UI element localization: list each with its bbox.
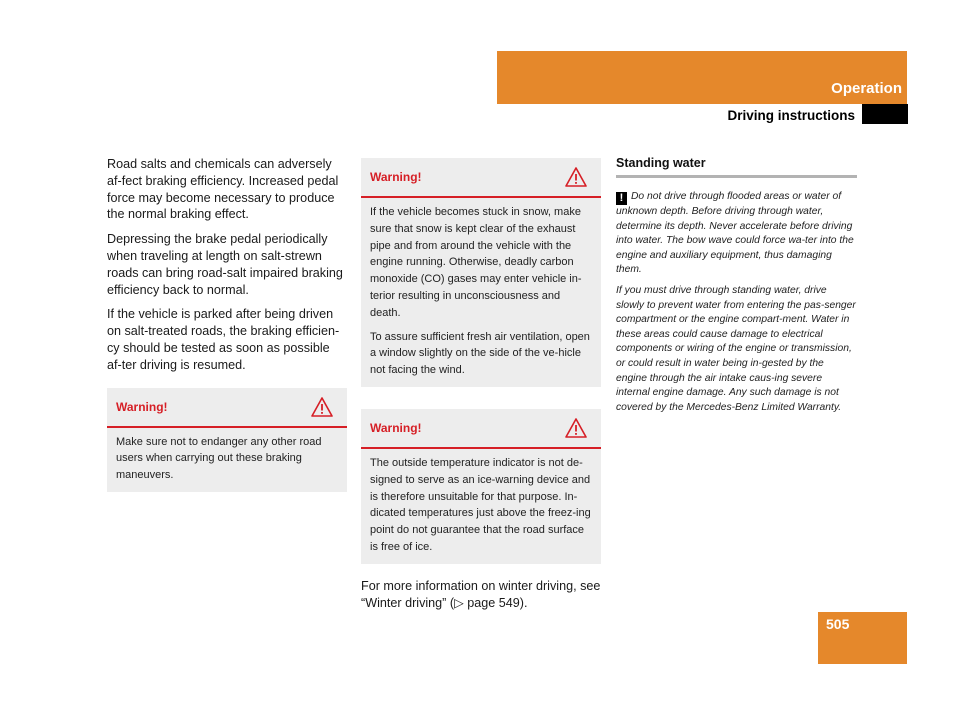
column-right	[616, 156, 857, 421]
paragraph: If the vehicle is parked after being driven on salt-treated roads, the braking efficien-cy should be tested as soon as possible af-ter driving is resumed.	[107, 307, 340, 372]
warning-triangle-icon	[565, 418, 587, 438]
warning-label: Warning!	[370, 170, 422, 184]
warning-box	[361, 158, 601, 387]
note-text: Do not drive through flooded areas or water of unknown depth. Before driving through water, determine its depth. Never accelerate before driving into water. The bow wave could force wa-ter into the engine and auxiliary equipment, thus damaging them.	[616, 191, 854, 276]
note-box	[616, 190, 857, 415]
warning-text: To assure sufficient fresh air ventilation, open a window slightly on the side of the ve-hicle not facing the wind.	[370, 330, 590, 377]
warning-triangle-icon	[311, 397, 333, 417]
warning-header	[361, 158, 601, 198]
paragraph: Road salts and chemicals can adversely af-fect braking efficiency. Increased pedal force may become necessary to produce the normal braking effect.	[107, 157, 339, 222]
warning-box	[107, 388, 347, 492]
subsection-title: Driving instructions	[727, 108, 855, 123]
section-heading: Standing water	[616, 156, 857, 178]
note-paragraph	[616, 190, 857, 278]
column-middle	[361, 158, 601, 611]
column-left	[107, 156, 347, 506]
warning-text: If the vehicle becomes stuck in snow, make sure that snow is kept clear of the exhaust pipe and from around the vehicle with the engine running. Otherwise, deadly carbon monoxide (CO) gases may enter vehicle in-terior resulting in unconsciousness and death.	[370, 206, 582, 319]
warning-box	[361, 409, 601, 564]
warning-label: Warning!	[116, 399, 168, 414]
header-marker	[862, 104, 908, 124]
section-title: Operation	[831, 80, 902, 97]
exclamation-icon: !	[616, 192, 627, 205]
page-reference: For more information on winter driving, see “Winter driving” (▷ page 549).	[361, 578, 601, 610]
page-number: 505	[826, 616, 850, 632]
warning-text: Make sure not to endanger any other road users when carrying out these braking maneuvers.	[116, 435, 322, 482]
warning-header	[361, 409, 601, 449]
note-paragraph: If you must drive through standing water, drive slowly to prevent water from entering the pas-senger compartment or the engine compart-ment. Water in these areas could cause damage to electrical components or wiring of the engine or transmission, or could result in water being in-gested by the engine through the air intake caus-ing severe internal engine damage. Any such damage is not covered by the Mercedes-Benz Limited Warranty.	[616, 284, 856, 413]
paragraph: Depressing the brake pedal periodically when traveling at length on salt-strewn roads can bring road-salt impaired braking efficiency back to normal.	[107, 232, 343, 297]
warning-triangle-icon	[565, 167, 587, 187]
warning-text: The outside temperature indicator is not de-signed to serve as an ice-warning device and is therefore unsuitable for that purpose. In-dicated temperatures just above the freez-ing point do not guarantee that the road surface is free of ice.	[370, 456, 591, 553]
warning-header	[107, 388, 347, 428]
warning-label: Warning!	[370, 420, 422, 435]
